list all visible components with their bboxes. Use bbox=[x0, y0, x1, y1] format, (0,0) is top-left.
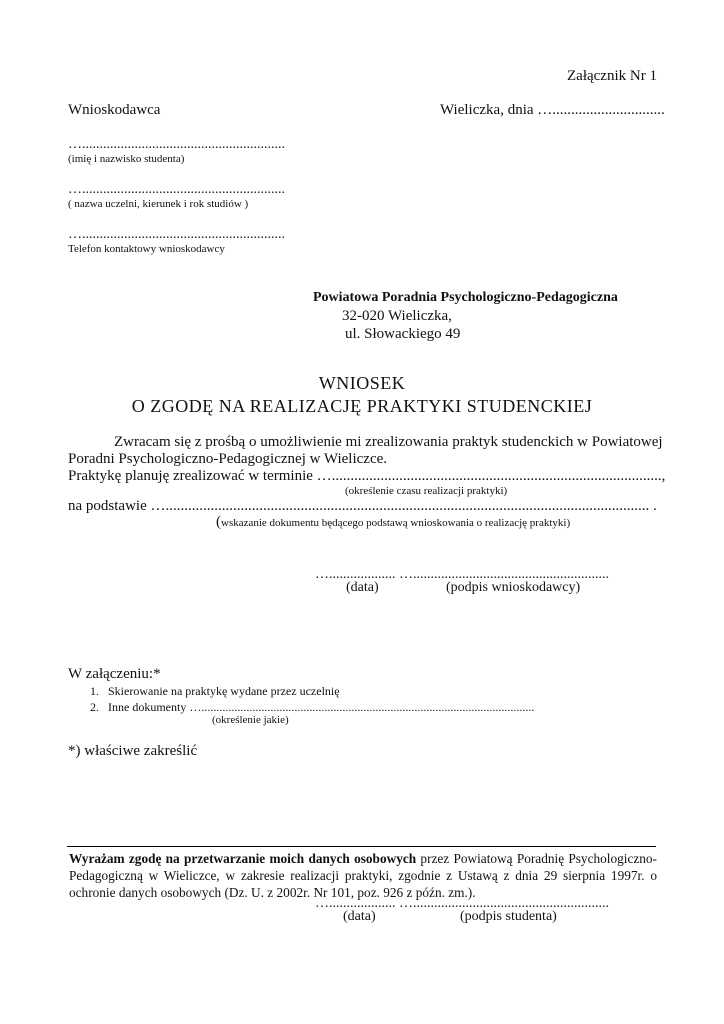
annex-number: Załącznik Nr 1 bbox=[567, 68, 657, 84]
applicant-label: Wnioskodawca bbox=[68, 102, 161, 118]
consent-divider bbox=[67, 846, 656, 847]
phone-caption: Telefon kontaktowy wnioskodawcy bbox=[68, 243, 225, 255]
period-caption: (określenie czasu realizacji praktyki) bbox=[345, 485, 508, 497]
applicant-sign-label: (podpis wnioskodawcy) bbox=[446, 580, 581, 595]
consent-bold-text: Wyrażam zgodę na przetwarzanie moich danych osobowych bbox=[69, 851, 417, 866]
period-field[interactable]: Praktykę planuję zrealizować w terminie …........................................................................................, bbox=[68, 468, 666, 484]
footnote: *) właściwe zakreślić bbox=[68, 743, 198, 759]
attachment-number: 2. bbox=[90, 700, 99, 714]
document-title: WNIOSEK bbox=[318, 373, 406, 393]
applicant-date-label: (data) bbox=[346, 580, 379, 595]
recipient-postal: 32-020 Wieliczka, bbox=[342, 308, 452, 324]
university-caption: ( nazwa uczelni, kierunek i rok studiów ) bbox=[68, 198, 249, 210]
recipient-name: Powiatowa Poradnia Psychologiczno-Pedagogiczna bbox=[313, 290, 618, 305]
date-place-field[interactable]: Wieliczka, dnia ….............................. bbox=[440, 102, 665, 118]
request-line-2: Poradni Psychologiczno-Pedagogicznej w Wieliczce. bbox=[68, 451, 388, 467]
attachment-text: Skierowanie na praktykę wydane przez uczelnię bbox=[108, 684, 340, 698]
attachment-2-caption: (określenie jakie) bbox=[212, 714, 289, 726]
phone-field[interactable]: ….......................................................... bbox=[68, 227, 285, 242]
consent-text: przez Powiatową Poradnię Psychologiczno-Pedagogiczną w Wieliczce, w zakresie realizacji praktyki, zgodnie z Ustawą z dnia 29 sierpnia 1997r. o ochronie danych osobowych (Dz. U. z 2002r. Nr 101, poz. 926 z późn. zm.). bbox=[69, 851, 657, 900]
student-name-field[interactable]: ….......................................................... bbox=[68, 137, 285, 152]
attachment-item-1 bbox=[90, 684, 340, 699]
student-name-caption: (imię i nazwisko studenta) bbox=[68, 153, 185, 165]
attachments-heading: W załączeniu:* bbox=[68, 666, 161, 682]
recipient-street: ul. Słowackiego 49 bbox=[345, 326, 461, 342]
attachment-number: 1. bbox=[90, 684, 99, 698]
attachment-text[interactable]: Inne dokumenty …............................................................................................................... bbox=[108, 700, 535, 714]
consent-statement bbox=[69, 850, 657, 901]
applicant-signature-line[interactable]: …................... …........................................................ bbox=[315, 567, 609, 582]
student-signature-line[interactable]: …................... …........................................................ bbox=[315, 896, 609, 911]
basis-field[interactable]: na podstawie …................................................................................................................................. . bbox=[68, 498, 657, 514]
request-line-1: Zwracam się z prośbą o umożliwienie mi zrealizowania praktyk studenckich w Powiatowej bbox=[114, 434, 663, 450]
attachment-item-2[interactable] bbox=[90, 700, 534, 715]
student-sign-label: (podpis studenta) bbox=[460, 909, 557, 924]
university-field[interactable]: ….......................................................... bbox=[68, 182, 285, 197]
student-date-label: (data) bbox=[343, 909, 376, 924]
basis-caption: (wskazanie dokumentu będącego podstawą wnioskowania o realizację praktyki) bbox=[216, 514, 571, 530]
document-subtitle: O ZGODĘ NA REALIZACJĘ PRAKTYKI STUDENCKIEJ bbox=[131, 396, 593, 416]
